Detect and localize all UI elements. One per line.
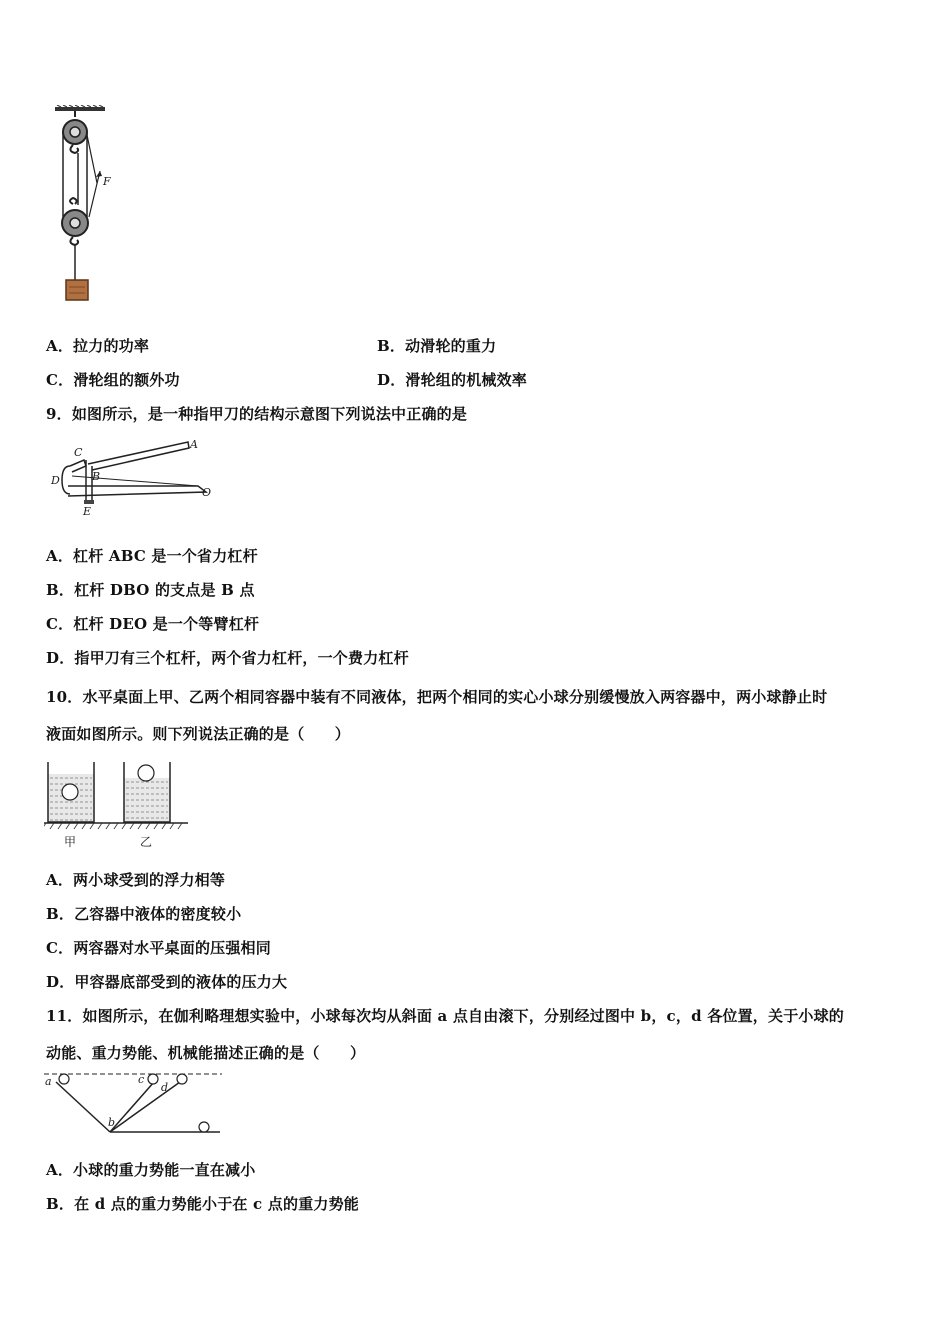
pulley-figure: [45, 105, 125, 305]
point-a-label: a: [45, 1075, 52, 1088]
q10-stem-line2: 液面如图所示。则下列说法正确的是（ ）: [46, 725, 351, 743]
q11-stem-line1: 11．如图所示，在伽利略理想实验中，小球每次均从斜面 a 点自由滚下，分别经过图中 b，c，d 各位置，关于小球的: [46, 1007, 844, 1025]
containers-figure: [44, 760, 194, 852]
point-d-label: D: [51, 474, 60, 487]
ball-d: [177, 1074, 187, 1084]
q10-option-d: D．甲容器底部受到的液体的压力大: [46, 973, 288, 991]
ball-c: [148, 1074, 158, 1084]
q8-option-b: B．动滑轮的重力: [377, 337, 497, 355]
q9-stem: 9．如图所示，是一种指甲刀的结构示意图下列说法中正确的是: [46, 405, 468, 423]
point-b-label: b: [108, 1116, 116, 1129]
nail-clipper-diagram: [48, 436, 218, 520]
container-left-label: 甲: [64, 835, 77, 849]
force-label: F: [103, 175, 111, 188]
ball-left: [62, 784, 78, 800]
point-b-label: B: [92, 470, 101, 483]
q10-option-c: C．两容器对水平桌面的压强相同: [46, 939, 271, 957]
q9-option-a: A．杠杆 ABC 是一个省力杠杆: [46, 547, 258, 565]
q11-option-b: B．在 d 点的重力势能小于在 c 点的重力势能: [46, 1195, 359, 1213]
q11-stem-line2: 动能、重力势能、机械能描述正确的是（ ）: [46, 1044, 366, 1062]
q9-option-b: B．杠杆 DBO 的支点是 B 点: [46, 581, 255, 599]
q10-option-b: B．乙容器中液体的密度较小: [46, 905, 242, 923]
galileo-figure: [42, 1070, 227, 1140]
container-right-label: 乙: [140, 835, 153, 849]
q10-stem-line1: 10．水平桌面上甲、乙两个相同容器中装有不同液体，把两个相同的实心小球分别缓慢放入两容器中，两小球静止时: [46, 688, 828, 706]
q11-option-a: A．小球的重力势能一直在减小: [46, 1161, 256, 1179]
pulley-diagram: [45, 105, 125, 305]
point-d-label: d: [161, 1081, 169, 1094]
ceiling: [55, 107, 105, 111]
point-e-label: E: [83, 505, 92, 518]
q8-option-c: C．滑轮组的额外功: [46, 371, 180, 389]
q9-option-c: C．杠杆 DEO 是一个等臂杠杆: [46, 615, 260, 633]
point-a-label: A: [190, 438, 198, 451]
containers-diagram: [44, 760, 194, 852]
q8-option-a: A．拉力的功率: [46, 337, 150, 355]
weight-block: [66, 280, 88, 300]
point-c-label: c: [138, 1073, 145, 1086]
point-c-label: C: [74, 446, 83, 459]
galileo-diagram: [42, 1070, 227, 1140]
ball-right: [138, 765, 154, 781]
q9-option-d: D．指甲刀有三个杠杆，两个省力杠杆，一个费力杠杆: [46, 649, 409, 667]
nail-clipper-figure: [48, 436, 218, 520]
ball-flat: [199, 1122, 209, 1132]
q8-option-d: D．滑轮组的机械效率: [377, 371, 528, 389]
ball-a: [59, 1074, 69, 1084]
point-o-label: O: [202, 486, 212, 499]
q10-option-a: A．两小球受到的浮力相等: [46, 871, 226, 889]
